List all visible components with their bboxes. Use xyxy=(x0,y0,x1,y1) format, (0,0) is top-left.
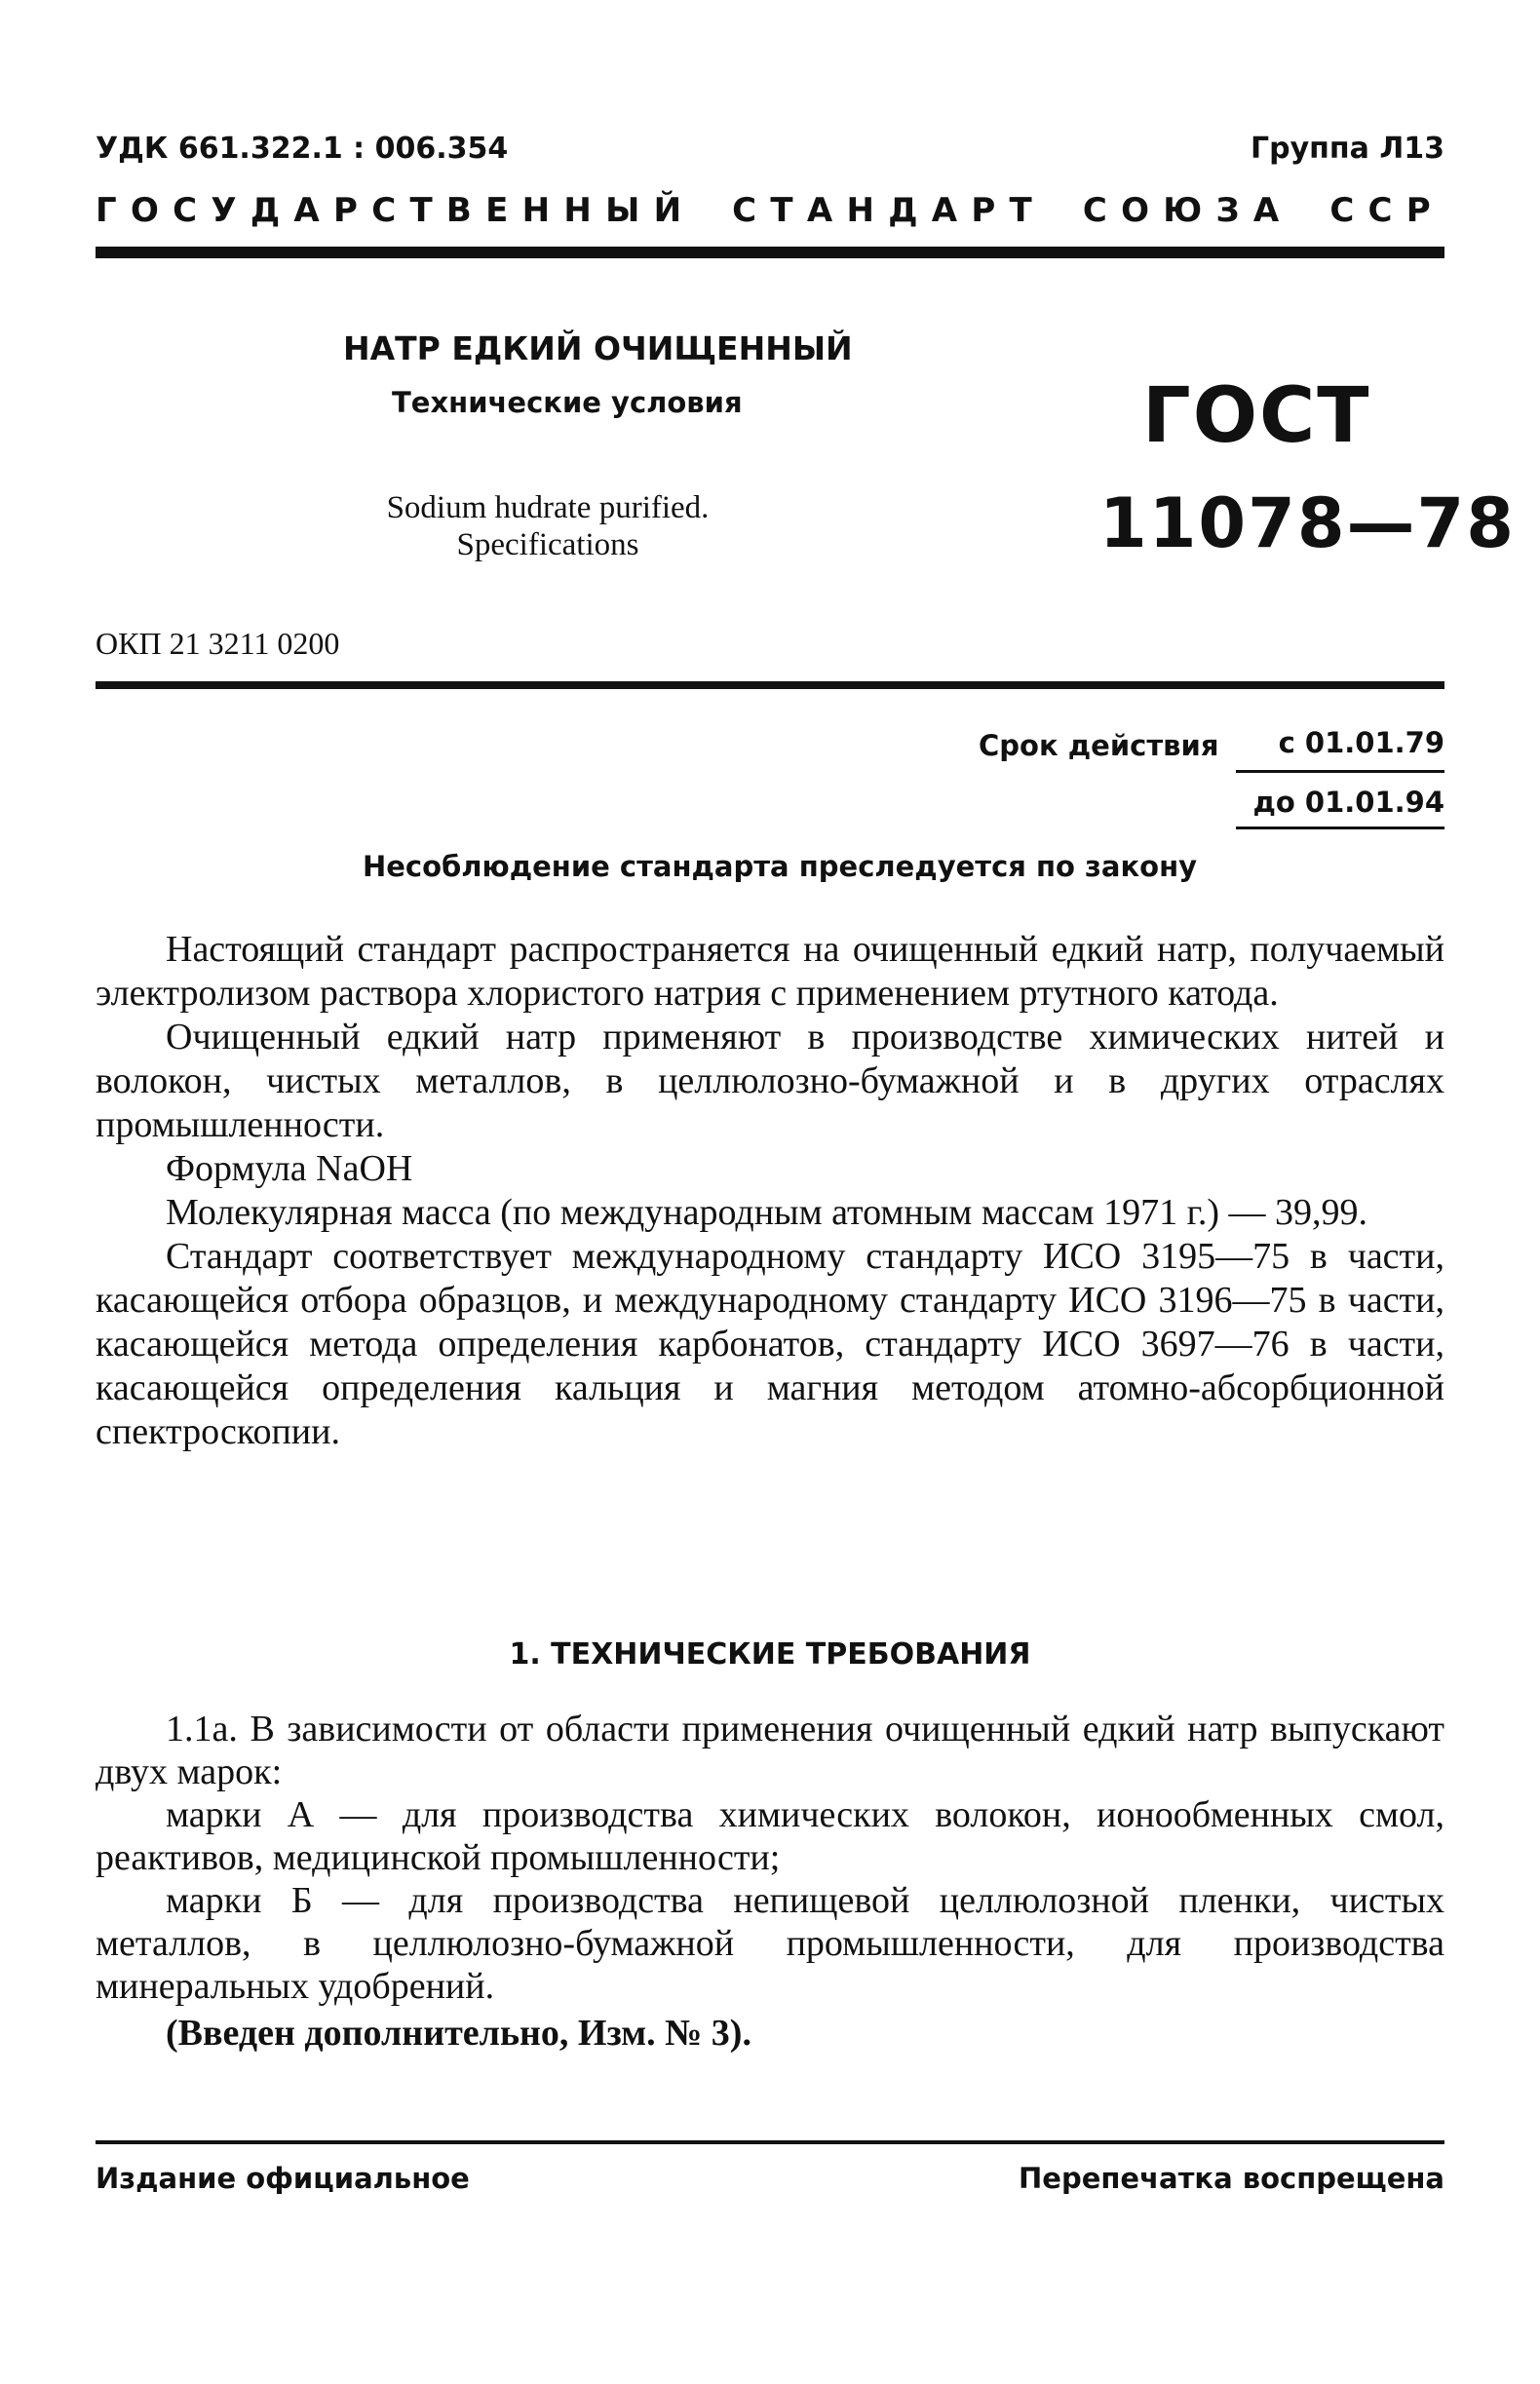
document-title: НАТР ЕДКИЙ ОЧИЩЕННЫЙ xyxy=(343,329,853,367)
intro-text xyxy=(96,928,1444,1454)
state-standard-heading xyxy=(96,191,1444,230)
udk-code: УДК 661.322.1 : 006.354 xyxy=(96,132,509,166)
header-rule xyxy=(96,247,1444,258)
okp-code: ОКП 21 3211 0200 xyxy=(96,626,340,661)
official-edition-note: Издание официальное xyxy=(96,2162,470,2195)
paragraph: 1.1а. В зависимости от области применения очищенный едкий натр выпускают двух марок: xyxy=(96,1709,1444,1792)
paragraph: Стандарт соответствует международному стандарту ИСО 3195—75 в части, касающейся отбора образцов, и международному стандарту ИСО 3196—75 в части, касающейся метода определения карбонатов, стандарту ИСО 3697—76 в части, касающейся определения кальция и магния методом атомно-абсорбционной спектроскопии. xyxy=(96,1236,1444,1452)
reprint-prohibited-note: Перепечатка воспрещена xyxy=(1019,2162,1444,2195)
document-subtitle: Технические условия xyxy=(392,386,743,419)
title-rule xyxy=(96,681,1444,689)
english-title-line: Sodium hudrate purified. xyxy=(386,490,710,525)
validity-from: с 01.01.79 xyxy=(1278,726,1444,759)
paragraph: марки А — для производства химических волокон, ионообменных смол, реактивов, медицинской промышленности; xyxy=(96,1794,1444,1878)
paragraph: Молекулярная масса (по международным атомным массам 1971 г.) — 39,99. xyxy=(166,1192,1368,1233)
gost-label: ГОСТ xyxy=(1142,372,1371,460)
paragraph: Формула NaOH xyxy=(166,1148,413,1189)
paragraph: Настоящий стандарт распространяется на очищенный едкий натр, получаемый электролизом раствора хлористого натрия с применением ртутного катода. xyxy=(96,929,1444,1014)
validity-rule xyxy=(1236,770,1444,773)
gost-number: 11078—78 xyxy=(1099,483,1516,563)
section-title: 1. ТЕХНИЧЕСКИЕ ТРЕБОВАНИЯ xyxy=(509,1637,1031,1672)
heading-word: ССР xyxy=(1329,191,1444,230)
english-title xyxy=(343,489,752,563)
validity-rule xyxy=(1236,827,1444,829)
group-code: Группа Л13 xyxy=(1251,132,1444,166)
heading-word: СТАНДАРТ xyxy=(732,191,1047,230)
section-text xyxy=(96,1708,1444,2055)
heading-word: СОЮЗА xyxy=(1082,191,1293,230)
english-title-line: Specifications xyxy=(456,527,639,562)
paragraph: Очищенный едкий натр применяют в производстве химических нитей и волокон, чистых металлов, в целлюлозно-бумажной и в других отраслях промышленности. xyxy=(96,1017,1444,1145)
law-notice: Несоблюдение стандарта преследуется по закону xyxy=(362,850,1198,883)
footer-rule xyxy=(96,2140,1444,2144)
heading-word: ГОСУДАРСТВЕННЫЙ xyxy=(96,191,696,230)
amendment-note: (Введен дополнительно, Изм. № 3). xyxy=(166,2013,751,2054)
paragraph: марки Б — для производства непищевой целлюлозной пленки, чистых металлов, в целлюлозно-бумажной промышленности, для производства минеральных удобрений. xyxy=(96,1880,1444,2007)
validity-to: до 01.01.94 xyxy=(1252,786,1444,819)
validity-label: Срок действия xyxy=(979,729,1219,762)
